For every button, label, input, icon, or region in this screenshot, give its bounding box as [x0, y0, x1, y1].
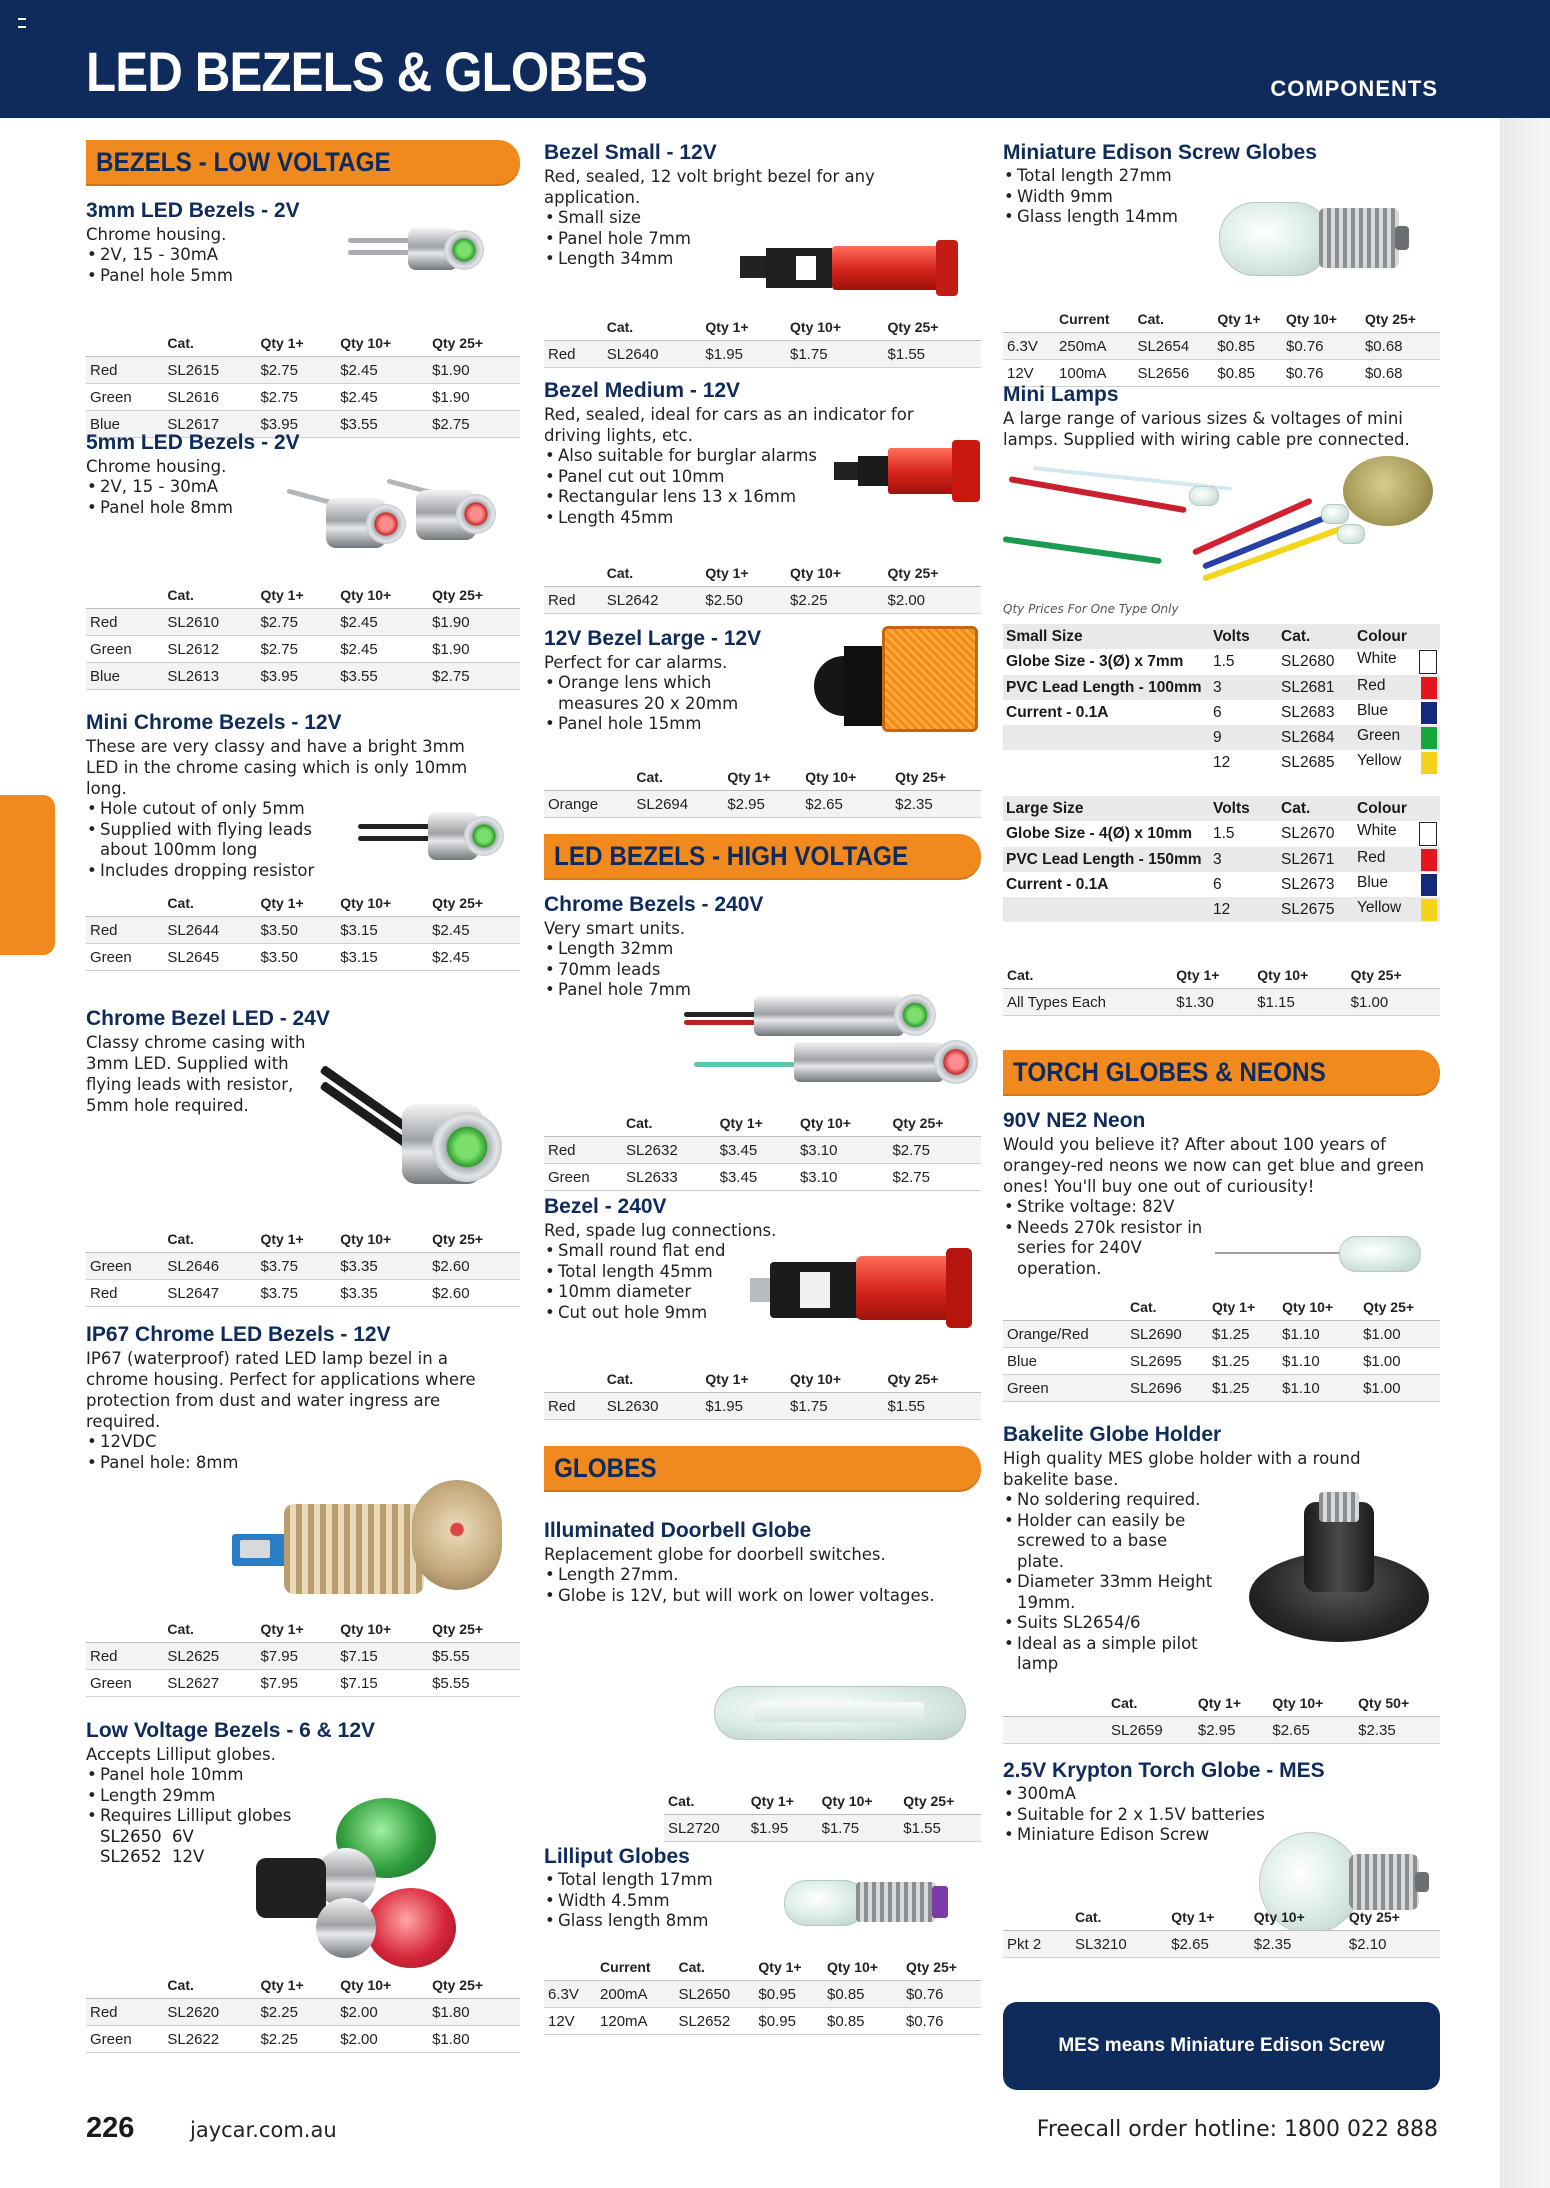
product-miniature-edison-screw-globes [1003, 140, 1440, 382]
chrome-240v-image [684, 982, 984, 1092]
table-row: Red SL2630 $1.95 $1.75 $1.55 [544, 1393, 981, 1420]
lilliput-globe-image [784, 1874, 964, 1930]
product-bullets [86, 1432, 520, 1473]
product-title: 90V NE2 Neon [1003, 1109, 1146, 1132]
bullet: • Total length 17mm [558, 1870, 981, 1891]
product-bullets [544, 1565, 981, 1606]
bullet: • Suitable for 2 x 1.5V batteries [1017, 1805, 1440, 1826]
product-bullets [544, 673, 768, 735]
bullet: • 10mm diameter [558, 1282, 981, 1303]
price-table: Cat. Qty 1+ Qty 10+ Qty 25+ All Types Each $1.30 $1.15 $1.00 [1003, 962, 1440, 1016]
price-table: Cat. Qty 1+ Qty 10+ Qty 25+ Red SL2630 $1.95 $1.75 $1.55 [544, 1366, 981, 1420]
menu-icon[interactable] [18, 18, 26, 28]
column-left [86, 134, 520, 2058]
product-desc: IP67 (waterproof) rated LED lamp bezel in a chrome housing. Perfect for applications where protection from dust and water ingress are required. [86, 1349, 476, 1431]
mes-note-box: MES means Miniature Edison Screw [1003, 2002, 1440, 2090]
table-row: SL2659 $2.95 $2.65 $2.35 [1003, 1717, 1440, 1744]
table-row: Orange SL2694 $2.95 $2.65 $2.35 [544, 791, 981, 818]
product-desc: Replacement globe for doorbell switches. [544, 1545, 886, 1564]
bullet: • Width 9mm [1017, 187, 1207, 208]
neon-image [1215, 1228, 1435, 1278]
product-title: Bakelite Globe Holder [1003, 1423, 1222, 1446]
bullet: • Glass length 14mm [1017, 207, 1207, 228]
price-table: Cat. Qty 1+ Qty 10+ Qty 25+ Red SL2642 $2.50 $2.25 $2.00 [544, 560, 981, 614]
colour-swatch [1421, 874, 1437, 896]
table-row: 12V 100mA SL2656 $0.85 $0.76 $0.68 [1003, 360, 1440, 387]
table-row: Green SL2616 $2.75 $2.45 $1.90 [86, 384, 520, 411]
bullet: • 2V, 15 - 30mA [100, 245, 520, 266]
bullet: • Rectangular lens 13 x 16mm [558, 487, 981, 508]
colour-swatch [1421, 727, 1437, 749]
product-bullets [1003, 1197, 1207, 1279]
banner-globes: GLOBES [544, 1446, 981, 1490]
product-ip67-chrome-led-bezels [86, 1322, 520, 1718]
bullet: • Orange lens which measures 20 x 20mm [558, 673, 768, 714]
colour-swatch [1421, 849, 1437, 871]
table-row: 6.3V 200mA SL2650 $0.95 $0.85 $0.76 [544, 1981, 981, 2008]
product-bezel-medium-12v [544, 378, 981, 626]
table-row: Red SL2620 $2.25 $2.00 $1.80 [86, 1999, 520, 2026]
product-low-voltage-bezels [86, 1718, 520, 2058]
banner-high-voltage: LED BEZELS - HIGH VOLTAGE [544, 834, 981, 878]
bullet: • Needs 270k resistor in series for 240V operation. [1017, 1218, 1207, 1280]
product-bullets [86, 799, 360, 881]
table-row: Red SL2632 $3.45 $3.10 $2.75 [544, 1137, 981, 1164]
bullet: • 70mm leads [558, 960, 981, 981]
product-title: Low Voltage Bezels - 6 & 12V [86, 1719, 376, 1742]
price-table: Current Cat. Qty 1+ Qty 10+ Qty 25+ 6.3V 250mA SL2654 $0.85 $0.76 $0.68 12V 100mA SL2656 $0.85 $0.76 $0.68 [1003, 306, 1440, 387]
led-bezel-image [286, 476, 506, 566]
product-mini-chrome-bezels [86, 710, 520, 1006]
bullet: • Miniature Edison Screw [1017, 1825, 1440, 1846]
product-bakelite-globe-holder [1003, 1422, 1440, 1758]
led-bezel-image [322, 1034, 522, 1204]
table-row: Orange/Red SL2690 $1.25 $1.10 $1.00 [1003, 1321, 1440, 1348]
mini-lamps-image [1003, 446, 1440, 596]
bullet: • Small round flat end [558, 1241, 981, 1262]
bullet: • Length 32mm [558, 939, 981, 960]
bullet: • Globe is 12V, but will work on lower voltages. [558, 1586, 981, 1607]
bullet: • Length 34mm [558, 249, 981, 270]
order-hotline: Freecall order hotline: 1800 022 888 [1036, 2117, 1438, 2142]
bezel-large-image [814, 626, 974, 746]
table-row: Red SL2625 $7.95 $7.15 $5.55 [86, 1643, 520, 1670]
table-row: Pkt 2 SL3210 $2.65 $2.35 $2.10 [1003, 1931, 1440, 1958]
qty-note: Qty Prices For One Type Only [1003, 602, 1179, 616]
bullet: • Length 29mm [100, 1786, 520, 1807]
product-5mm-led-bezels [86, 430, 520, 710]
colour-swatch [1419, 650, 1437, 674]
table-row: Red SL2644 $3.50 $3.15 $2.45 [86, 917, 520, 944]
site-link[interactable]: jaycar.com.au [190, 2118, 337, 2142]
bullet: • No soldering required. [1017, 1490, 1217, 1511]
colour-swatch [1421, 702, 1437, 724]
bullet: • Total length 45mm [558, 1262, 981, 1283]
product-desc: Chrome housing. [86, 225, 227, 244]
table-row: Red SL2647 $3.75 $3.35 $2.60 [86, 1280, 520, 1307]
bullet: • Panel hole: 8mm [100, 1453, 520, 1474]
product-12v-bezel-large [544, 626, 981, 828]
table-row: Blue SL2695 $1.25 $1.10 $1.00 [1003, 1348, 1440, 1375]
bakelite-holder-image [1249, 1492, 1439, 1652]
lilliput-requirements: SL2650 6V SL2652 12V [100, 1826, 205, 1866]
product-title: Bezel - 240V [544, 1195, 667, 1218]
bullet: • Panel hole 7mm [558, 229, 981, 250]
product-desc: A large range of various sizes & voltages of mini lamps. Supplied with wiring cable pre connected. [1003, 409, 1410, 449]
section-tab [0, 795, 55, 955]
product-title: Bezel Medium - 12V [544, 379, 741, 402]
bullet: • Strike voltage: 82V [1017, 1197, 1207, 1218]
product-bezel-240v [544, 1194, 981, 1430]
product-title: 2.5V Krypton Torch Globe - MES [1003, 1759, 1325, 1782]
product-desc: Very smart units. [544, 919, 686, 938]
bezel-medium-image [834, 440, 984, 500]
product-desc: Chrome housing. [86, 457, 227, 476]
product-title: Bezel Small - 12V [544, 141, 717, 164]
bullet: • Panel hole 15mm [558, 714, 768, 735]
product-title: Chrome Bezel LED - 24V [86, 1007, 330, 1030]
product-chrome-bezels-240v [544, 892, 981, 1194]
colour-swatch [1419, 822, 1437, 846]
bullet: • Panel cut out 10mm [558, 467, 981, 488]
product-title: 5mm LED Bezels - 2V [86, 431, 300, 454]
large-size-table: Large Size Volts Cat. Colour Globe Size - 4(Ø) x 10mm 1.5 SL2670 White PVC Lead Length - 150mm 3 SL2671 Red Current - 0.1A 6 SL2673 Blue 12 SL2675 Yellow [1003, 796, 1440, 922]
bullet: • Glass length 8mm [558, 1911, 981, 1932]
bullet: • Supplied with flying leads about 100mm long [100, 820, 360, 861]
bullet: • 12VDC [100, 1432, 520, 1453]
product-title: Chrome Bezels - 240V [544, 893, 764, 916]
table-row: Green SL2696 $1.25 $1.10 $1.00 [1003, 1375, 1440, 1402]
price-table: Current Cat. Qty 1+ Qty 10+ Qty 25+ 6.3V 200mA SL2650 $0.95 $0.85 $0.76 12V 120mA SL2652 $0.95 $0.85 $0.76 [544, 1954, 981, 2035]
product-bullets [1003, 166, 1207, 228]
product-title: Illuminated Doorbell Globe [544, 1519, 812, 1542]
bullet: • Also suitable for burglar alarms [558, 446, 981, 467]
table-row: Green SL2627 $7.95 $7.15 $5.55 [86, 1670, 520, 1697]
low-voltage-bezel-image [256, 1798, 516, 1968]
bullet: • Width 4.5mm [558, 1891, 981, 1912]
bullet: • Length 45mm [558, 508, 981, 529]
table-row: Green SL2612 $2.75 $2.45 $1.90 [86, 636, 520, 663]
page-title: LED BEZELS & GLOBES [86, 40, 647, 103]
bezel-240v-image [750, 1248, 980, 1328]
product-bullets [1003, 1490, 1217, 1675]
product-90v-ne2-neon [1003, 1108, 1440, 1422]
colour-swatch [1421, 752, 1437, 774]
price-table: Cat. Qty 1+ Qty 10+ Qty 25+ Pkt 2 SL3210 $2.65 $2.35 $2.10 [1003, 1904, 1440, 1958]
bullet: • Small size [558, 208, 981, 229]
product-desc: These are very classy and have a bright 3mm LED in the chrome casing which is only 10mm long. [86, 737, 468, 798]
bullet: • Includes dropping resistor [100, 861, 360, 882]
price-table: Cat. Qty 1+ Qty 10+ Qty 25+ Red SL2610 $2.75 $2.45 $1.90 Green SL2612 $2.75 $2.45 $1.90 Blue SL2613 $3.95 $3.55 $2.75 [86, 582, 520, 690]
price-table: Cat. Qty 1+ Qty 10+ Qty 25+ SL2720 $1.95 $1.75 $1.55 [664, 1788, 981, 1842]
price-table: Cat. Qty 1+ Qty 10+ Qty 25+ Red SL2620 $2.25 $2.00 $1.80 Green SL2622 $2.25 $2.00 $1.80 [86, 1972, 520, 2053]
table-row: Green SL2646 $3.75 $3.35 $2.60 [86, 1253, 520, 1280]
led-bezel-image [348, 220, 498, 280]
table-row: Green SL2633 $3.45 $3.10 $2.75 [544, 1164, 981, 1191]
product-desc: Classy chrome casing with 3mm LED. Supplied with flying leads with resistor, 5mm hole required. [86, 1033, 306, 1115]
product-title: IP67 Chrome LED Bezels - 12V [86, 1323, 391, 1346]
product-desc: Accepts Lilliput globes. [86, 1745, 276, 1764]
table-row: Red SL2610 $2.75 $2.45 $1.90 [86, 609, 520, 636]
product-chrome-bezel-led-24v [86, 1006, 520, 1322]
bullet: • Diameter 33mm Height 19mm. [1017, 1572, 1217, 1613]
table-row: 12V 120mA SL2652 $0.95 $0.85 $0.76 [544, 2008, 981, 2035]
bullet: • Requires Lilliput globes [100, 1806, 520, 1827]
bullet: • Cut out hole 9mm [558, 1303, 981, 1324]
product-desc: Would you believe it? After about 100 years of orangey-red neons we now can get blue and green ones! You'll buy one out of curiousity! [1003, 1135, 1425, 1196]
bullet: • 2V, 15 - 30mA [100, 477, 520, 498]
price-table: Cat. Qty 1+ Qty 10+ Qty 25+ Red SL2644 $3.50 $3.15 $2.45 Green SL2645 $3.50 $3.15 $2.45 [86, 890, 520, 971]
product-lilliput-globes [544, 1844, 981, 2044]
column-right [1003, 134, 1440, 1978]
product-title: 3mm LED Bezels - 2V [86, 199, 300, 222]
bezel-small-image [740, 238, 980, 298]
product-desc: Red, sealed, ideal for cars as an indicator for driving lights, etc. [544, 405, 914, 445]
banner-low-voltage: BEZELS - LOW VOLTAGE [86, 140, 520, 184]
bullet: • 300mA [1017, 1784, 1440, 1805]
bullet: • Panel hole 7mm [558, 980, 981, 1001]
product-3mm-led-bezels [86, 198, 520, 433]
bullet: • Suits SL2654/6 [1017, 1613, 1217, 1634]
price-table: Cat. Qty 1+ Qty 10+ Qty 25+ Red SL2640 $1.95 $1.75 $1.55 [544, 314, 981, 368]
bullet: • Panel hole 8mm [100, 498, 520, 519]
product-desc: Red, spade lug connections. [544, 1221, 777, 1240]
table-row: Red SL2615 $2.75 $2.45 $1.90 [86, 357, 520, 384]
bullet: • Panel hole 10mm [100, 1765, 520, 1786]
ip67-bezel-image [232, 1474, 512, 1604]
product-bezel-small-12v [544, 140, 981, 372]
page-number: 226 [86, 2112, 135, 2144]
bullet: • Hole cutout of only 5mm [100, 799, 360, 820]
table-row: SL2720 $1.95 $1.75 $1.55 [664, 1815, 981, 1842]
banner-torch-globes: TORCH GLOBES & NEONS [1003, 1050, 1440, 1094]
bullet: • Ideal as a simple pilot lamp [1017, 1634, 1217, 1675]
price-table: Cat. Qty 1+ Qty 10+ Qty 25+ Green SL2646 $3.75 $3.35 $2.60 Red SL2647 $3.75 $3.35 $2.60 [86, 1226, 520, 1307]
product-title: Lilliput Globes [544, 1845, 690, 1868]
product-title: Mini Lamps [1003, 383, 1119, 406]
doorbell-globe-image [714, 1682, 964, 1742]
led-bezel-image [358, 806, 518, 866]
price-table: Cat. Qty 1+ Qty 10+ Qty 25+ Orange/Red SL2690 $1.25 $1.10 $1.00 Blue SL2695 $1.25 $1.10 $1.00 Green SL2696 $1.25 $1.10 $1.00 [1003, 1294, 1440, 1402]
price-table: Cat. Qty 1+ Qty 10+ Qty 25+ Red SL2632 $3.45 $3.10 $2.75 Green SL2633 $3.45 $3.10 $2.75 [544, 1110, 981, 1191]
product-desc: Red, sealed, 12 volt bright bezel for any application. [544, 167, 875, 207]
column-middle [544, 134, 981, 2044]
bullet: • Panel hole 5mm [100, 266, 520, 287]
mes-globe-image [1219, 198, 1419, 278]
small-size-table: Small Size Volts Cat. Colour Globe Size - 3(Ø) x 7mm 1.5 SL2680 White PVC Lead Length - 100mm 3 SL2681 Red Current - 0.1A 6 SL2683 Blue 9 SL2684 Green 12 SL2685 Yellow [1003, 624, 1440, 775]
bullet: • Holder can easily be screwed to a base plate. [1017, 1511, 1217, 1573]
product-desc: High quality MES globe holder with a round bakelite base. [1003, 1449, 1361, 1489]
table-row: Green SL2622 $2.25 $2.00 $1.80 [86, 2026, 520, 2053]
table-row: Blue SL2617 $3.95 $3.55 $2.75 [86, 411, 520, 438]
product-title: Mini Chrome Bezels - 12V [86, 711, 342, 734]
price-table: Cat. Qty 1+ Qty 10+ Qty 25+ Red SL2625 $7.95 $7.15 $5.55 Green SL2627 $7.95 $7.15 $5.55 [86, 1616, 520, 1697]
table-row: Green SL2645 $3.50 $3.15 $2.45 [86, 944, 520, 971]
page-gutter [1500, 118, 1550, 2188]
price-table: Cat. Qty 1+ Qty 10+ Qty 25+ Red SL2615 $2.75 $2.45 $1.90 Green SL2616 $2.75 $2.45 $1.90 Blue SL2617 $3.95 $3.55 $2.75 [86, 330, 520, 438]
price-table: Cat. Qty 1+ Qty 10+ Qty 50+ SL2659 $2.95 $2.65 $2.35 [1003, 1690, 1440, 1744]
product-title: 12V Bezel Large - 12V [544, 627, 762, 650]
product-krypton-torch-globe [1003, 1758, 1440, 1978]
product-mini-lamps [1003, 382, 1440, 1050]
page-header [0, 0, 1550, 118]
product-illuminated-doorbell-globe [544, 1518, 981, 1848]
colour-swatch [1421, 677, 1437, 699]
table-row: Blue SL2613 $3.95 $3.55 $2.75 [86, 663, 520, 690]
product-desc: Perfect for car alarms. [544, 653, 728, 672]
table-row: Red SL2640 $1.95 $1.75 $1.55 [544, 341, 981, 368]
bullet: • Total length 27mm [1017, 166, 1207, 187]
product-title: Miniature Edison Screw Globes [1003, 141, 1317, 164]
section-label: COMPONENTS [1270, 76, 1438, 101]
table-row: Red SL2642 $2.50 $2.25 $2.00 [544, 587, 981, 614]
table-row: All Types Each $1.30 $1.15 $1.00 [1003, 989, 1440, 1016]
bullet: • Length 27mm. [558, 1565, 981, 1586]
colour-swatch [1421, 899, 1437, 921]
table-row: 6.3V 250mA SL2654 $0.85 $0.76 $0.68 [1003, 333, 1440, 360]
price-table: Cat. Qty 1+ Qty 10+ Qty 25+ Orange SL2694 $2.95 $2.65 $2.35 [544, 764, 981, 818]
